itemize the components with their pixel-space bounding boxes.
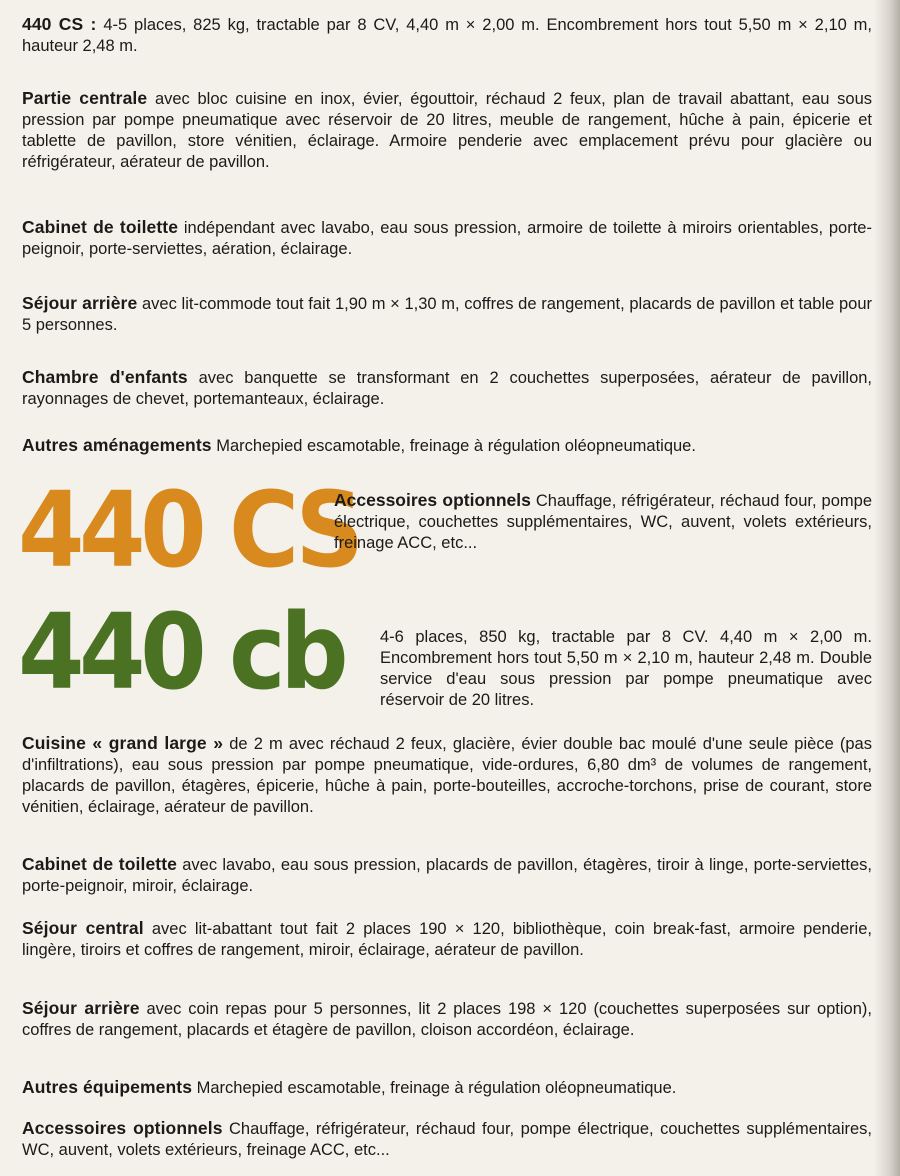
- cs-section-chambre-enfants: [22, 367, 872, 410]
- cb-section-heading: Accessoires optionnels: [22, 1118, 223, 1138]
- logo-440-cb: 440 cb: [18, 591, 344, 713]
- cb-section-text: avec lavabo, eau sous pression, placards de pavillon, étagères, tiroir à linge, porte-serviettes, porte-peignoir, miroir, éclairage.: [22, 856, 872, 895]
- cs-intro: [22, 14, 872, 57]
- cs-options-heading: Accessoires optionnels: [334, 490, 531, 510]
- cs-section-heading: Partie centrale: [22, 88, 148, 108]
- cs-section-heading: Séjour arrière: [22, 293, 138, 313]
- cb-section-sejour-central: [22, 918, 872, 961]
- cs-section-heading: Cabinet de toilette: [22, 217, 179, 237]
- cb-section-cuisine: [22, 733, 872, 818]
- cs-section-text: Marchepied escamotable, freinage à régulation oléopneumatique.: [216, 437, 696, 455]
- cs-section-text: avec lit-commode tout fait 1,90 m × 1,30 m, coffres de rangement, placards de pavillon et table pour 5 personnes.: [22, 295, 872, 334]
- cb-section-text: avec coin repas pour 5 personnes, lit 2 places 198 × 120 (couchettes superposées sur option), coffres de rangement, placards et étagère de pavillon, cloison accordéon, éclairage.: [22, 1000, 872, 1039]
- cb-section-text: avec lit-abattant tout fait 2 places 190 × 120, bibliothèque, coin break-fast, armoire penderie, lingère, tiroirs et coffres de rangement, miroir, éclairage, aérateur de pavillon.: [22, 920, 872, 959]
- cb-section-text: Chauffage, réfrigérateur, réchaud four, pompe électrique, couchettes supplémentaires, WC, auvent, volets extérieurs, freinage ACC, etc...: [22, 1120, 873, 1159]
- cs-section-text: avec banquette se transformant en 2 couchettes superposées, aérateur de pavillon, rayonnages de chevet, portemanteaux, éclairage.: [22, 369, 873, 408]
- cb-section-text: Marchepied escamotable, freinage à régulation oléopneumatique.: [196, 1079, 677, 1097]
- cs-section-heading: Autres aménagements: [22, 435, 212, 455]
- cb-section-heading: Cuisine « grand large »: [22, 733, 224, 753]
- logo-440-cs: 440 CS: [18, 469, 359, 591]
- cb-section-heading: Séjour central: [22, 918, 144, 938]
- cs-section-cabinet-de-toilette: [22, 217, 872, 260]
- cs-section-sejour-arriere: [22, 293, 872, 336]
- cs-section-text: indépendant avec lavabo, eau sous pression, armoire de toilette à miroirs orientables, porte-peignoir, porte-serviettes, aération, éclairage.: [22, 219, 872, 258]
- page-fold-shadow: [874, 0, 900, 1176]
- cb-section-autres-equipements: [22, 1077, 872, 1099]
- cs-section-partie-centrale: [22, 88, 872, 173]
- cs-intro-heading: 440 CS :: [22, 14, 97, 34]
- cb-section-heading: Séjour arrière: [22, 998, 140, 1018]
- cs-intro-text: 4-5 places, 825 kg, tractable par 8 CV, 4,40 m × 2,00 m. Encombrement hors tout 5,50 m × 2,10 m, hauteur 2,48 m.: [22, 16, 872, 55]
- cs-section-autres-amenagements: [22, 435, 872, 457]
- cb-section-text: de 2 m avec réchaud 2 feux, glacière, évier double bac moulé d'une seule pièce (pas d'infiltrations), eau sous pression par pompe pneumatique, vide-ordures, 6,80 dm³ de volumes de rangement, placards de pavillon, étagères, épicerie, hûche à pain, porte-bouteilles, accroche-torchons, prise de courant, store vénitien, éclairage, aérateur de pavillon.: [22, 735, 872, 816]
- cb-section-accessoires-optionnels: [22, 1118, 872, 1161]
- cs-options: [334, 490, 872, 554]
- cb-section-heading: Cabinet de toilette: [22, 854, 177, 874]
- cb-section-heading: Autres équipements: [22, 1077, 193, 1097]
- cb-section-cabinet-de-toilette: [22, 854, 872, 897]
- cb-intro: 4-6 places, 850 kg, tractable par 8 CV. 4,40 m × 2,00 m. Encombrement hors tout 5,50 m × 2,10 m, hauteur 2,48 m. Double service d'eau sous pression par pompe pneumatique avec réservoir de 20 litres.: [380, 628, 872, 709]
- cs-section-text: avec bloc cuisine en inox, évier, égouttoir, réchaud 2 feux, plan de travail abattant, eau sous pression par pompe pneumatique avec réservoir de 20 litres, meuble de rangement, hûche à pain, épicerie et tablette de pavillon, store vénitien, éclairage. Armoire penderie avec emplacement prévu pour glacière ou réfrigérateur, aérateur de pavillon.: [22, 90, 873, 171]
- cb-section-sejour-arriere: [22, 998, 872, 1041]
- cs-section-heading: Chambre d'enfants: [22, 367, 188, 387]
- cs-options-text: Chauffage, réfrigérateur, réchaud four, pompe électrique, couchettes supplémentaires, WC, auvent, volets extérieurs, freinage ACC, etc...: [334, 492, 872, 552]
